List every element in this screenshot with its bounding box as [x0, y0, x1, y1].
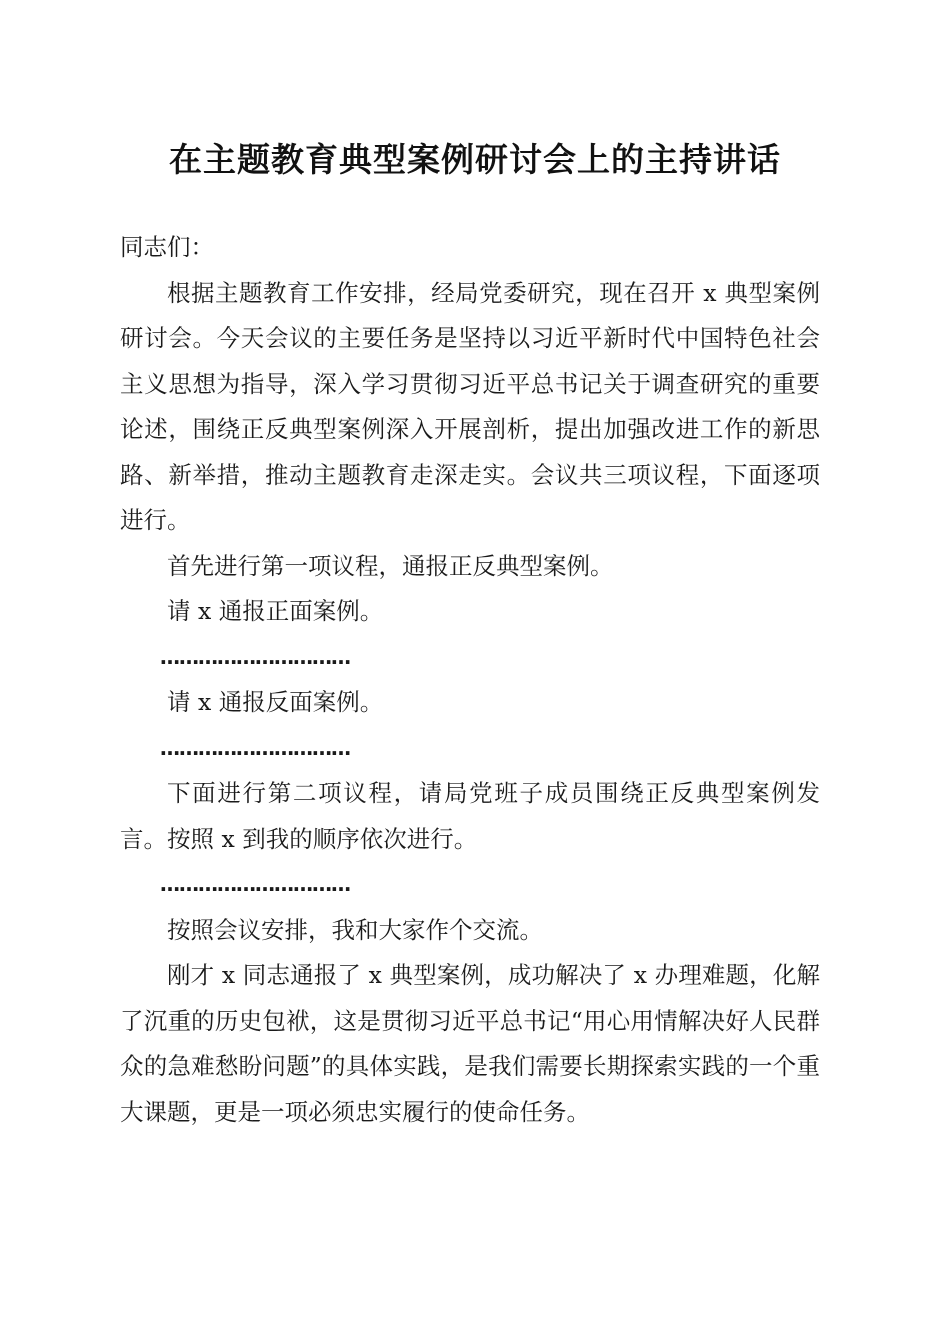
- paragraph-intro: 根据主题教育工作安排，经局党委研究，现在召开 x 典型案例研讨会。今天会议的主要任务是坚持以习近平新时代中国特色社会主义思想为指导，深入学习贯彻习近平总书记关于调查研究的重要论述，围绕正反典型案例深入开展剖析，提出加强改进工作的新思路、新举措，推动主题教育走深走实。会议共三项议程，下面逐项进行。: [120, 278, 820, 534]
- paragraph-summary: 刚才 x 同志通报了 x 典型案例，成功解决了 x 办理难题，化解了沉重的历史包袱，这是贯彻习近平总书记“用心用情解决好人民群众的急难愁盼问题”的具体实践，是我们需要长期探索实践的一个重大课题，更是一项必须忠实履行的使命任务。: [120, 961, 820, 1126]
- document-title: 在主题教育典型案例研讨会上的主持讲话: [169, 140, 781, 179]
- document-body: [120, 225, 820, 1135]
- salutation: 同志们：: [120, 233, 214, 261]
- paragraph-agenda-one: 首先进行第一项议程，通报正反典型案例。: [167, 551, 614, 580]
- paragraph-agenda-two: 下面进行第二项议程，请局党班子成员围绕正反典型案例发言。按照 x 到我的顺序依次进行。: [120, 779, 820, 853]
- paragraph-positive-case: 请 x 通报正面案例。: [167, 597, 384, 625]
- ellipsis-line: …………………………: [160, 644, 350, 669]
- paragraph-exchange: 按照会议安排，我和大家作个交流。: [167, 915, 543, 944]
- ellipsis-line: …………………………: [160, 735, 350, 760]
- ellipsis-line: …………………………: [160, 872, 350, 896]
- paragraph-negative-case: 请 x 通报反面案例。: [167, 688, 384, 716]
